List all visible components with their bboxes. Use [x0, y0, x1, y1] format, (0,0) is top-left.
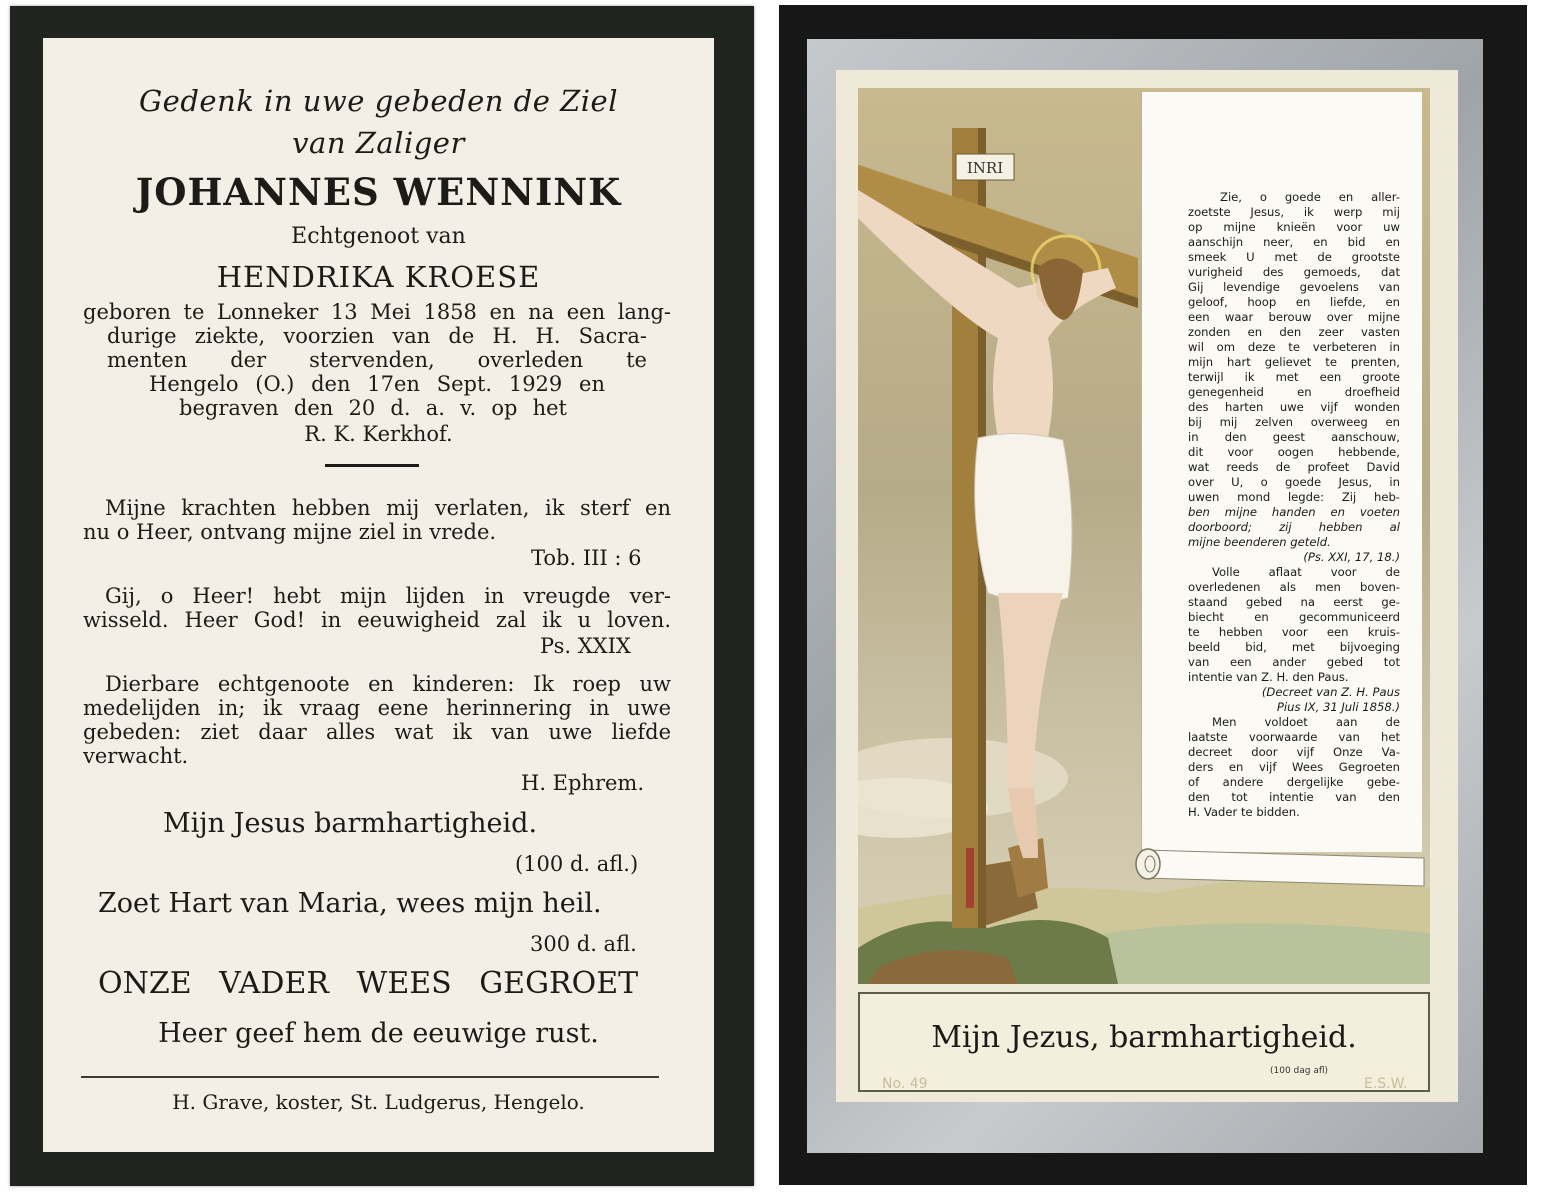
prayer-line: Zie, o goede en aller-	[1220, 190, 1400, 204]
condition-line: laatste voorwaarde van het	[1188, 730, 1400, 744]
indulgence-line: overledenen als men boven-	[1188, 580, 1400, 594]
memorial-card-back	[779, 5, 1527, 1185]
prayer-line: terwijl ik met een groote	[1188, 370, 1400, 384]
prayer-line: over U, o goede Jesus, in	[1188, 475, 1400, 489]
prayer-line: in den geest aanschouw,	[1188, 430, 1400, 444]
prayer-line: ben mijne handen en voeten	[1188, 505, 1400, 519]
indulgence-line: van een ander gebed tot	[1188, 655, 1400, 669]
prayer-line: smeek U met de grootste	[1188, 250, 1400, 264]
intro-line-2: van Zaliger	[292, 126, 465, 160]
prayer-line: zoetste Jesus, ik werp mij	[1188, 205, 1400, 219]
quote-line: Dierbare echtgenoote en kinderen: Ik roep uw	[105, 672, 671, 696]
bio-line: menten der stervenden, overleden te	[107, 348, 647, 372]
quote-line: medelijden in; ik vraag eene herinnering in uwe	[83, 696, 671, 720]
quote-reference: Ps. XXIX	[540, 634, 631, 658]
bio-line: Hengelo (O.) den 17en Sept. 1929 en	[149, 372, 605, 396]
bio-line: R. K. Kerkhof.	[304, 422, 453, 446]
quote-reference: H. Ephrem.	[521, 771, 645, 795]
indulgence-line: te hebben voor een kruis-	[1188, 625, 1400, 639]
prayer-line: uwen mond legde: Zij heb-	[1188, 490, 1400, 504]
memorial-card-front	[10, 6, 754, 1186]
prayer-line: mijne beenderen geteld.	[1188, 535, 1331, 549]
bio-line: geboren te Lonneker 13 Mei 1858 en na een lang-	[83, 300, 671, 324]
indulgence-line: intentie van Z. H. den Paus.	[1188, 670, 1349, 684]
prayer-line: bij mij zelven overweeg en	[1188, 415, 1400, 429]
psalm-reference: (Ps. XXI, 17, 18.)	[1303, 550, 1400, 564]
prayer-line: op mijne knieën voor uw	[1188, 220, 1400, 234]
prayer-line: des harten uwe vijf wonden	[1188, 400, 1400, 414]
prayer-line: wil om deze te verbeteren in	[1188, 340, 1400, 354]
intro-line-1: Gedenk in uwe gebeden de Ziel	[139, 84, 618, 118]
prayer-line: aanschijn neer, en bid en	[1188, 235, 1400, 249]
quote-line: Gij, o Heer! hebt mijn lijden in vreugde ver-	[105, 584, 671, 608]
indulgence-line: Volle aflaat voor de	[1212, 565, 1400, 579]
print-number: No. 49	[882, 1076, 928, 1092]
bio-line: durige ziekte, voorzien van de H. H. Sacra-	[107, 324, 647, 348]
divider	[325, 464, 419, 467]
inner-panel	[836, 70, 1458, 1102]
prayer-line: wat reeds de profeet David	[1188, 460, 1400, 474]
caption-box	[858, 992, 1430, 1092]
prayer-line: een waar berouw over mijne	[1188, 310, 1400, 324]
ejaculation-jesus: Mijn Jesus barmhartigheid.	[163, 808, 538, 839]
prayer-line: Gij levendige gevoelens van	[1188, 280, 1400, 294]
printer-mark: E.S.W.	[1364, 1076, 1408, 1092]
caption-indulgence: (100 dag afl)	[1270, 1066, 1329, 1076]
prayer-line: zonden en den zeer vasten	[1188, 325, 1400, 339]
eternal-rest-line: Heer geef hem de eeuwige rust.	[158, 1018, 599, 1049]
decree-line: Pius IX, 31 Juli 1858.)	[1276, 700, 1400, 714]
quote-reference: Tob. III : 6	[531, 546, 642, 570]
quote-line: Mijne krachten hebben mij verlaten, ik sterf en	[105, 496, 671, 520]
quote-line: wisseld. Heer God! in eeuwigheid zal ik u loven.	[83, 608, 671, 632]
quote-line: nu o Heer, ontvang mijne ziel in vrede.	[83, 520, 497, 544]
quote-line: gebeden: ziet daar alles wat ik van uwe liefde	[83, 720, 671, 744]
indulgence-line: staand gebed na eerst ge-	[1188, 595, 1400, 609]
indulgence-line: biecht en gecommuniceerd	[1188, 610, 1400, 624]
caption-text: Mijn Jezus, barmhartigheid.	[931, 1020, 1357, 1055]
bio-line: begraven den 20 d. a. v. op het	[179, 396, 567, 420]
indulgence-line: beeld bid, met bijvoeging	[1188, 640, 1400, 654]
prayer-line: doorboord; zij hebben al	[1188, 520, 1400, 534]
inri-plaque: INRI	[966, 159, 1004, 177]
prayer-line: genegenheid en droefheid	[1188, 385, 1400, 399]
printer-credit: H. Grave, koster, St. Ludgerus, Hengelo.	[172, 1090, 585, 1114]
condition-line: den tot intentie van den	[1188, 790, 1400, 804]
prayers-heading: ONZE VADER WEES GEGROET	[98, 966, 639, 1001]
prayer-line: mijn hart gelievet te prenten,	[1188, 355, 1400, 369]
ejaculation-maria: Zoet Hart van Maria, wees mijn heil.	[98, 888, 602, 919]
spouse-name: HENDRIKA KROESE	[216, 260, 541, 294]
condition-line: decreet door vijf Onze Va-	[1188, 745, 1400, 759]
prayer-scroll	[1142, 92, 1422, 852]
crucifixion-picture	[858, 88, 1430, 984]
quote-line: verwacht.	[83, 744, 189, 768]
indulgence-note: 300 d. afl.	[530, 932, 637, 956]
indulgence-note: (100 d. afl.)	[515, 852, 639, 876]
spouse-label: Echtgenoot van	[291, 224, 466, 249]
prayer-line: dit voor oogen hebbende,	[1188, 445, 1400, 459]
condition-line: Men voldoet aan de	[1212, 715, 1400, 729]
condition-line: ders en vijf Wees Gegroeten	[1188, 760, 1400, 774]
silver-frame	[807, 39, 1483, 1153]
prayer-line: geloof, hoop en liefde, en	[1188, 295, 1400, 309]
condition-line: H. Vader te bidden.	[1188, 805, 1300, 819]
decree-line: (Decreet van Z. H. Paus	[1261, 685, 1400, 699]
scroll-curl	[1128, 846, 1428, 890]
deceased-name: JOHANNES WENNINK	[135, 170, 622, 214]
card-paper	[43, 38, 714, 1152]
prayer-line: vurigheid des gemoeds, dat	[1188, 265, 1400, 279]
condition-line: of andere dergelijke gebe-	[1188, 775, 1400, 789]
footer-rule	[81, 1076, 659, 1078]
